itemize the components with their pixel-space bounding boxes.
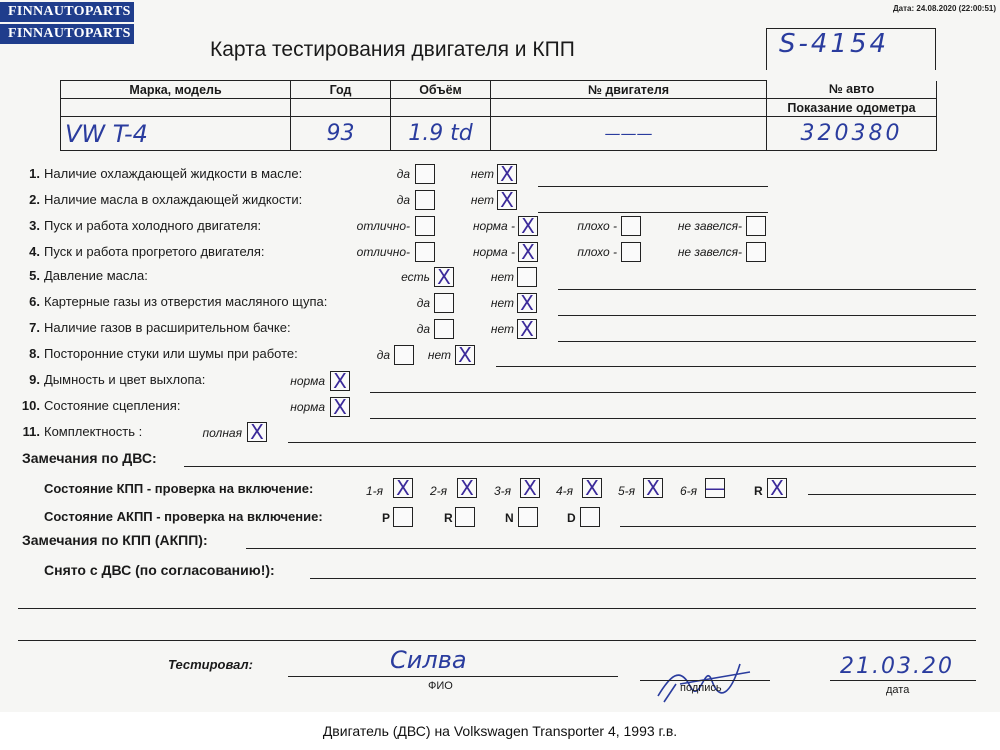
answer-line bbox=[184, 466, 976, 467]
removed-label: Снято с ДВС (по согласованию!): bbox=[44, 562, 275, 578]
question-7: 7. Наличие газов в расширительном бачке: bbox=[29, 320, 291, 335]
opt-net: нет bbox=[470, 193, 494, 207]
signature-line bbox=[640, 680, 770, 681]
col-engine-no: № двигателя bbox=[491, 81, 767, 99]
gear-label: 5-я bbox=[618, 484, 636, 498]
gear-label: R bbox=[754, 484, 763, 498]
check-mark: X bbox=[437, 265, 451, 289]
question-3: 3. Пуск и работа холодного двигателя: bbox=[29, 218, 262, 233]
opt-da: да bbox=[416, 322, 430, 336]
tester-name: Силва bbox=[390, 646, 467, 674]
checkbox-q2-da[interactable] bbox=[415, 190, 435, 210]
answer-line bbox=[288, 442, 976, 443]
opt-net: нет bbox=[490, 296, 514, 310]
checkbox-akpp-r[interactable] bbox=[455, 507, 475, 527]
opt-net: нет bbox=[427, 348, 451, 362]
gear-label: P bbox=[382, 511, 391, 525]
question-1: 1. Наличие охлаждающей жидкости в масле: bbox=[29, 166, 303, 181]
opt-norma: норма bbox=[290, 400, 325, 414]
check-mark: X bbox=[646, 476, 660, 500]
kpp-remarks-label: Замечания по КПП (АКПП): bbox=[22, 532, 208, 548]
gear-label: 3-я bbox=[494, 484, 512, 498]
question-8: 8. Посторонние стуки или шумы при работе: bbox=[29, 346, 298, 361]
opt-est: есть bbox=[401, 270, 430, 284]
opt-da: да bbox=[396, 193, 410, 207]
answer-line bbox=[246, 548, 976, 549]
gear-label: 4-я bbox=[556, 484, 574, 498]
opt-da: да bbox=[396, 167, 410, 181]
engine-no-value: ——— bbox=[604, 124, 653, 143]
answer-line bbox=[370, 418, 976, 419]
check-mark: X bbox=[458, 343, 472, 367]
check-mark: X bbox=[460, 476, 474, 500]
checkbox-q4-ploho[interactable] bbox=[621, 242, 641, 262]
check-mark: X bbox=[521, 214, 535, 238]
gear-label: 1-я bbox=[366, 484, 384, 498]
opt-ne-zavelsya: не завелся- bbox=[677, 219, 742, 233]
answer-line bbox=[808, 494, 976, 495]
answer-line bbox=[370, 392, 976, 393]
akpp-state-label: Состояние АКПП - проверка на включение: bbox=[44, 509, 323, 524]
check-mark: X bbox=[770, 476, 784, 500]
checkbox-akpp-d[interactable] bbox=[580, 507, 600, 527]
answer-line bbox=[558, 315, 976, 316]
check-mark: X bbox=[521, 240, 535, 264]
check-mark: X bbox=[520, 291, 534, 315]
checkbox-akpp-p[interactable] bbox=[393, 507, 413, 527]
image-caption: Двигатель (ДВС) на Volkswagen Transporter 4, 1993 г.в. bbox=[0, 712, 1000, 750]
col-make-model: Марка, модель bbox=[61, 81, 291, 99]
gear-label: D bbox=[567, 511, 576, 525]
kpp-state-label: Состояние КПП - проверка на включение: bbox=[44, 481, 314, 496]
gear-label: 6-я bbox=[680, 484, 698, 498]
dvs-remarks-label: Замечания по ДВС: bbox=[22, 450, 157, 466]
volume-value: 1.9 td bbox=[408, 121, 473, 146]
opt-net: нет bbox=[470, 167, 494, 181]
opt-ne-zavelsya: не завелся- bbox=[677, 245, 742, 259]
checkbox-q3-ploho[interactable] bbox=[621, 216, 641, 236]
fio-label: ФИО bbox=[428, 680, 453, 692]
checkbox-q1-da[interactable] bbox=[415, 164, 435, 184]
gear-label: N bbox=[505, 511, 514, 525]
opt-polnaya: полная bbox=[202, 426, 242, 440]
vehicle-header-table bbox=[60, 80, 937, 151]
checkbox-q4-ne-zavelsya[interactable] bbox=[746, 242, 766, 262]
check-mark: X bbox=[396, 476, 410, 500]
answer-line bbox=[558, 289, 976, 290]
question-4: 4. Пуск и работа прогретого двигателя: bbox=[29, 244, 265, 259]
opt-da: да bbox=[416, 296, 430, 310]
date-line bbox=[830, 680, 976, 681]
checkbox-q5-net[interactable] bbox=[517, 267, 537, 287]
tested-by-label: Тестировал: bbox=[168, 657, 253, 672]
question-10: 10. Состояние сцепления: bbox=[21, 398, 181, 413]
signature-label: подпись bbox=[680, 682, 722, 694]
check-mark: X bbox=[585, 476, 599, 500]
checkbox-q6-da[interactable] bbox=[434, 293, 454, 313]
date-label: дата bbox=[886, 684, 910, 696]
checkbox-q3-otlichno[interactable] bbox=[415, 216, 435, 236]
question-9: 9. Дымность и цвет выхлопа: bbox=[29, 372, 206, 387]
answer-line bbox=[538, 186, 768, 187]
opt-otlichno: отлично- bbox=[356, 219, 410, 233]
opt-otlichno: отлично- bbox=[356, 245, 410, 259]
year-value: 93 bbox=[326, 121, 355, 146]
opt-norma: норма - bbox=[472, 245, 515, 259]
answer-line bbox=[620, 526, 976, 527]
gear-label: 2-я bbox=[430, 484, 448, 498]
question-2: 2. Наличие масла в охлаждающей жидкости: bbox=[29, 192, 303, 207]
opt-net: нет bbox=[490, 322, 514, 336]
answer-line bbox=[310, 578, 976, 579]
sign-date: 21.03.20 bbox=[840, 654, 954, 679]
check-mark: X bbox=[333, 395, 347, 419]
date-stamp: Дата: 24.08.2020 (22:00:51) bbox=[892, 4, 996, 13]
check-mark: X bbox=[520, 317, 534, 341]
answer-line bbox=[496, 366, 976, 367]
opt-norma: норма - bbox=[472, 219, 515, 233]
check-mark: X bbox=[333, 369, 347, 393]
checkbox-q4-otlichno[interactable] bbox=[415, 242, 435, 262]
col-car-no: № авто bbox=[767, 81, 937, 99]
col-volume: Объём bbox=[391, 81, 491, 99]
opt-ploho: плохо - bbox=[577, 219, 617, 233]
gear-label: R bbox=[444, 511, 453, 525]
checkbox-q7-da[interactable] bbox=[434, 319, 454, 339]
opt-net: нет bbox=[490, 270, 514, 284]
question-11: 11. Комплектность : bbox=[22, 424, 143, 439]
opt-norma: норма bbox=[290, 374, 325, 388]
check-mark: X bbox=[250, 420, 264, 444]
page-title: Карта тестирования двигателя и КПП bbox=[210, 38, 575, 61]
answer-line bbox=[18, 640, 976, 641]
car-number-box bbox=[766, 28, 936, 70]
check-mark: X bbox=[523, 476, 537, 500]
answer-line bbox=[558, 341, 976, 342]
check-mark: X bbox=[500, 188, 514, 212]
make-model-value: VW T-4 bbox=[65, 119, 148, 148]
car-number-value: S-4154 bbox=[779, 29, 890, 59]
col-year: Год bbox=[291, 81, 391, 99]
col-odometer: Показание одометра bbox=[767, 99, 937, 117]
odometer-value: 320380 bbox=[800, 121, 903, 146]
checkbox-akpp-n[interactable] bbox=[518, 507, 538, 527]
opt-ploho: плохо - bbox=[577, 245, 617, 259]
answer-line bbox=[538, 212, 768, 213]
dash-mark: — bbox=[705, 476, 725, 500]
question-6: 6. Картерные газы из отверстия масляного щупа: bbox=[29, 294, 328, 309]
fio-line bbox=[288, 676, 618, 677]
answer-line bbox=[18, 608, 976, 609]
checkbox-q8-da[interactable] bbox=[394, 345, 414, 365]
finnautoparts-logo-repeat: FINNAUTOPARTS bbox=[0, 24, 134, 44]
question-5: 5. Давление масла: bbox=[29, 268, 148, 283]
opt-da: да bbox=[376, 348, 390, 362]
finnautoparts-logo: FINNAUTOPARTS bbox=[0, 2, 134, 22]
check-mark: X bbox=[500, 162, 514, 186]
checkbox-q3-ne-zavelsya[interactable] bbox=[746, 216, 766, 236]
